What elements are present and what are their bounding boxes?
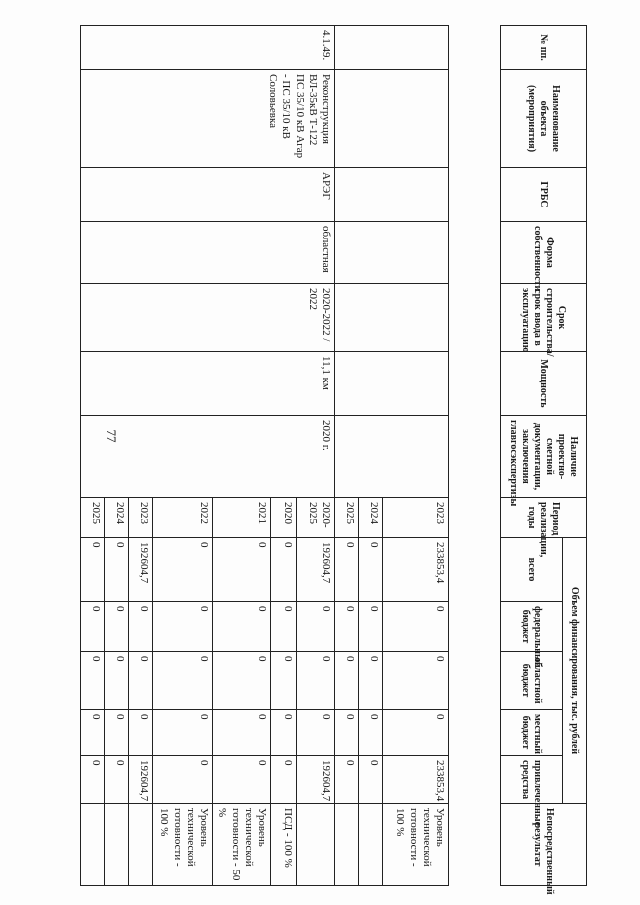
header-num: № пп. [501,26,587,70]
federal-cell: 0 [383,602,449,652]
period-cell: 2025 [335,498,359,538]
period-cell: 2021 [213,498,271,538]
attracted-cell: 233853,4 [383,756,449,804]
total-cell: 0 [153,538,213,602]
regional-cell: 0 [359,652,383,710]
regional-cell: 0 [383,652,449,710]
attracted-cell: 0 [271,756,297,804]
attracted-cell: 0 [335,756,359,804]
regional-cell: 0 [153,652,213,710]
project-row [297,26,335,886]
period-cell: 2025 [81,498,105,538]
period-cell: 2024 [105,498,129,538]
total-cell: 0 [335,538,359,602]
period-cell: 2020 [271,498,297,538]
regional-cell: 0 [129,652,153,710]
period-cell: 2020-2025 [297,498,335,538]
result-cell [105,804,129,886]
result-cell: ПСД - 100 % [271,804,297,886]
attracted-cell: 0 [81,756,105,804]
federal-cell: 0 [271,602,297,652]
federal-cell: 0 [297,602,335,652]
result-cell [335,804,359,886]
local-cell: 0 [359,710,383,756]
attracted-cell: 192604,7 [297,756,335,804]
total-cell: 0 [359,538,383,602]
federal-cell: 0 [153,602,213,652]
project-ownership: областная [81,222,335,284]
total-cell: 0 [213,538,271,602]
header-psd: Наличие проектно-сметной документации, заключения главгосэкспертизы [501,416,587,498]
period-cell: 2022 [153,498,213,538]
period-cell: 2023 [129,498,153,538]
result-cell [81,804,105,886]
attracted-cell: 0 [153,756,213,804]
project-capacity: 11,1 км [81,352,335,416]
header-attracted: привлеченные средства [501,756,563,804]
result-cell [297,804,335,886]
attracted-cell: 0 [213,756,271,804]
federal-cell: 0 [359,602,383,652]
local-cell: 0 [213,710,271,756]
period-cell: 2024 [359,498,383,538]
total-cell: 192604,7 [297,538,335,602]
table-row [383,26,449,886]
header-grbs: ГРБС [501,168,587,222]
local-cell: 0 [105,710,129,756]
header-name: Наименование объекта (мероприятия) [501,70,587,168]
result-cell: Уровень технической готовности - 100 % [153,804,213,886]
header-term: Срок строительства/срок ввода в эксплуатацию [501,284,587,352]
period-cell: 2023 [383,498,449,538]
project-grbs: АРЭГ [81,168,335,222]
regional-cell: 0 [213,652,271,710]
attracted-cell: 192604,7 [129,756,153,804]
header-capacity: Мощность [501,352,587,416]
financing-table [80,25,587,895]
regional-cell: 0 [81,652,105,710]
local-cell: 0 [271,710,297,756]
regional-cell: 0 [335,652,359,710]
local-cell: 0 [335,710,359,756]
header-ownership: Форма собственности [501,222,587,284]
result-cell [359,804,383,886]
local-cell: 0 [81,710,105,756]
local-cell: 0 [153,710,213,756]
total-cell: 0 [271,538,297,602]
result-cell: Уровень технической готовности - 50 % [213,804,271,886]
page-number: 77 [104,429,119,443]
local-cell: 0 [129,710,153,756]
total-cell: 233853,4 [383,538,449,602]
header-total: всего [501,538,563,602]
regional-cell: 0 [271,652,297,710]
header-federal: федеральный бюджет [501,602,563,652]
header-result: Непосредственный результат [501,804,587,886]
local-cell: 0 [297,710,335,756]
result-cell [129,804,153,886]
total-cell: 192604,7 [129,538,153,602]
project-num: 4.1.49. [81,26,335,70]
total-cell: 0 [105,538,129,602]
attracted-cell: 0 [105,756,129,804]
attracted-cell: 0 [359,756,383,804]
total-cell: 0 [81,538,105,602]
federal-cell: 0 [213,602,271,652]
federal-cell: 0 [335,602,359,652]
result-cell: Уровень технической готовности - 100 % [383,804,449,886]
project-name: Реконструкция ВЛ-35кВ Т-122 ПС 35/10 кВ Агар - ПС 35/10 кВ Соловьевка [81,70,335,168]
project-psd: 2020 г. [81,416,335,498]
header-period: Период реализации, годы [501,498,587,538]
local-cell: 0 [383,710,449,756]
project-term: 2020-2022 / 2022 [81,284,335,352]
regional-cell: 0 [105,652,129,710]
federal-cell: 0 [81,602,105,652]
federal-cell: 0 [105,602,129,652]
header-local: местный бюджет [501,710,563,756]
regional-cell: 0 [297,652,335,710]
federal-cell: 0 [129,602,153,652]
header-regional: областной бюджет [501,652,563,710]
spacer-row [449,26,501,886]
header-funding: Объем финансирования, тыс. рублей [563,538,587,804]
